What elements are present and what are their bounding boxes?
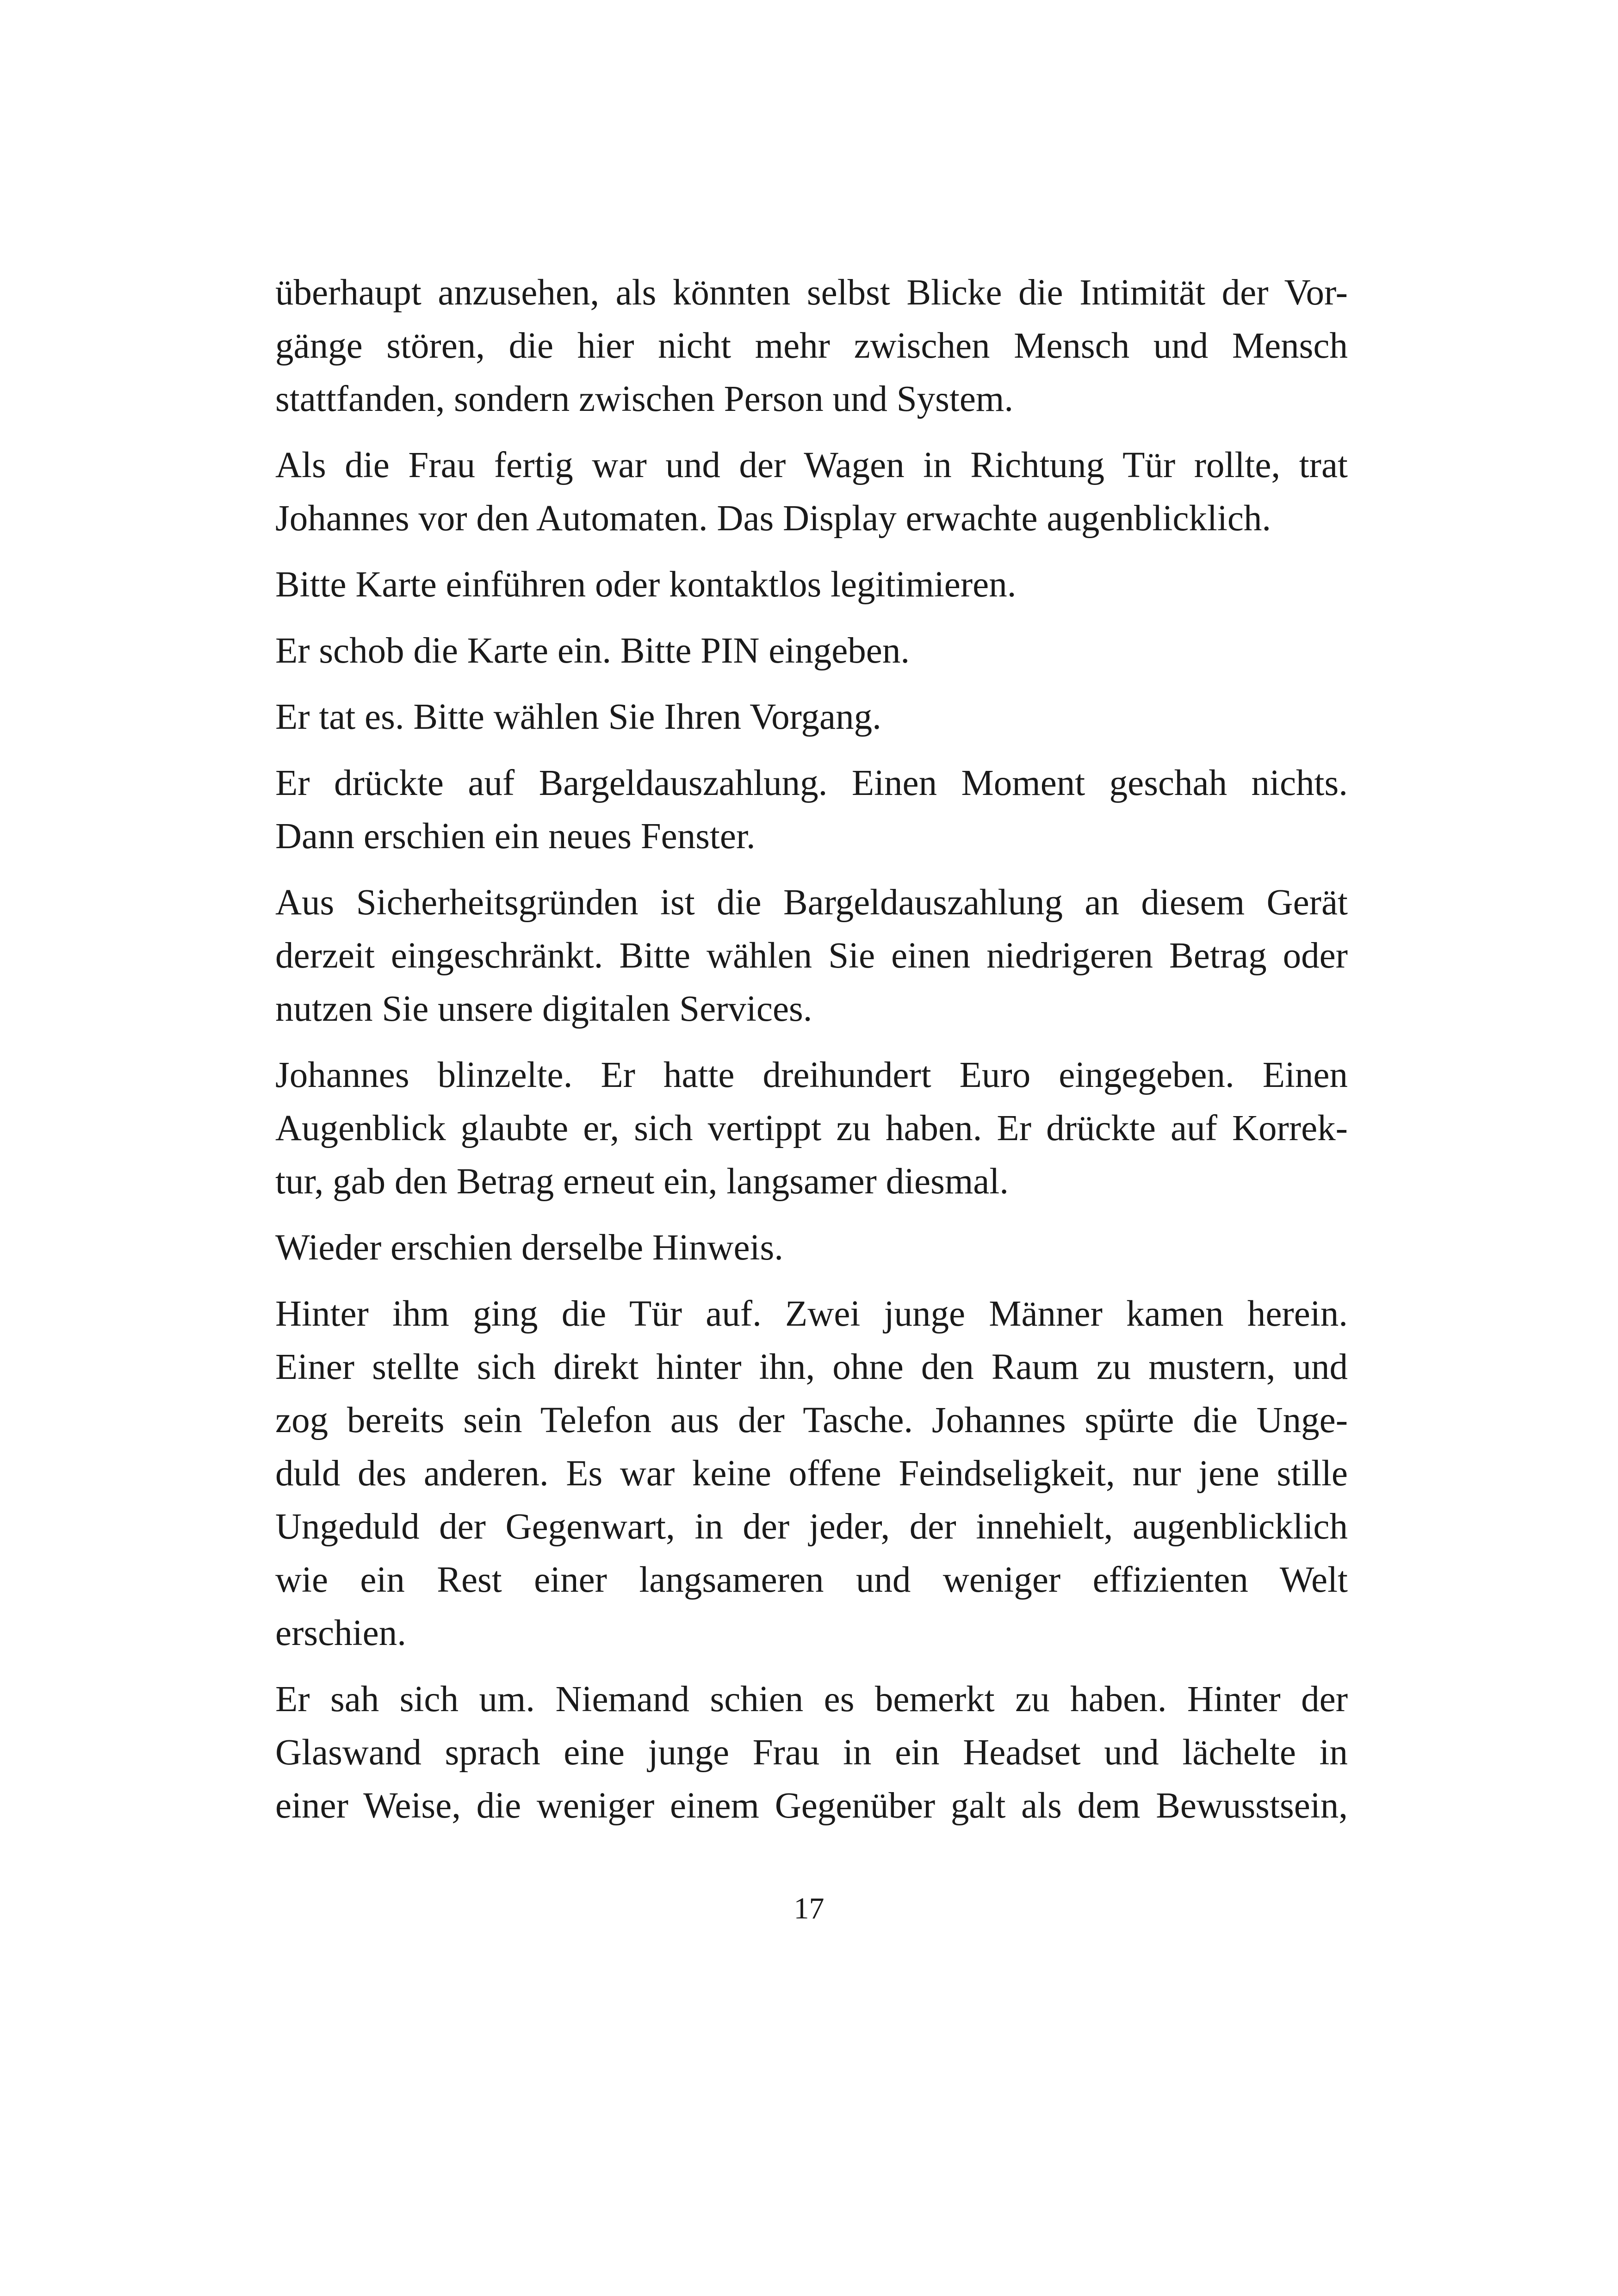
- text-line: Hinter ihm ging die Tür auf. Zwei junge Männer kamen herein.: [275, 1294, 1348, 1334]
- text-line: Bitte Karte einführen oder kontaktlos legitimieren.: [275, 565, 1017, 605]
- paragraph: [275, 439, 1348, 545]
- text-line: Er sah sich um. Niemand schien es bemerkt zu haben. Hinter der: [275, 1679, 1348, 1719]
- text-line: gänge stören, die hier nicht mehr zwischen Mensch und Mensch: [275, 326, 1348, 366]
- text-line: Als die Frau fertig war und der Wagen in Richtung Tür rollte, trat: [275, 445, 1348, 485]
- paragraph: [275, 266, 1348, 426]
- body-text: [275, 266, 1348, 1845]
- paragraph: [275, 1221, 1348, 1274]
- text-line: duld des anderen. Es war keine offene Feindseligkeit, nur jene stille: [275, 1453, 1348, 1494]
- text-line: Aus Sicherheitsgründen ist die Bargeldauszahlung an diesem Gerät: [275, 882, 1348, 923]
- text-line: derzeit eingeschränkt. Bitte wählen Sie einen niedrigeren Betrag oder: [275, 936, 1348, 976]
- paragraph: [275, 1673, 1348, 1832]
- text-line: einer Weise, die weniger einem Gegenüber galt als dem Bewusstsein,: [275, 1786, 1348, 1826]
- text-line: überhaupt anzusehen, als könnten selbst Blicke die Intimität der Vor-: [275, 273, 1348, 313]
- text-line: Glaswand sprach eine junge Frau in ein Headset und lächelte in: [275, 1732, 1348, 1773]
- paragraph: [275, 1287, 1348, 1660]
- text-line: Wieder erschien derselbe Hinweis.: [275, 1228, 783, 1268]
- text-line: wie ein Rest einer langsameren und weniger effizienten Welt: [275, 1560, 1348, 1600]
- text-line: Er drückte auf Bargeldauszahlung. Einen Moment geschah nichts.: [275, 763, 1348, 803]
- text-line: Dann erschien ein neues Fenster.: [275, 816, 756, 856]
- text-line: nutzen Sie unsere digitalen Services.: [275, 989, 812, 1029]
- text-line: Einer stellte sich direkt hinter ihn, ohne den Raum zu mustern, und: [275, 1347, 1348, 1387]
- text-line: tur, gab den Betrag erneut ein, langsamer diesmal.: [275, 1161, 1009, 1202]
- paragraph: [275, 624, 1348, 677]
- paragraph: [275, 558, 1348, 611]
- text-line: Johannes blinzelte. Er hatte dreihundert Euro eingegeben. Einen: [275, 1055, 1348, 1095]
- text-line: erschien.: [275, 1613, 406, 1653]
- text-line: zog bereits sein Telefon aus der Tasche. Johannes spürte die Unge-: [275, 1400, 1348, 1440]
- paragraph: [275, 876, 1348, 1036]
- text-line: stattfanden, sondern zwischen Person und System.: [275, 379, 1014, 419]
- paragraph: [275, 690, 1348, 744]
- text-line: Er schob die Karte ein. Bitte PIN eingeben.: [275, 631, 910, 671]
- page-number: 17: [794, 1892, 824, 1925]
- paragraph: [275, 757, 1348, 863]
- text-line: Augenblick glaubte er, sich vertippt zu haben. Er drückte auf Korrek-: [275, 1108, 1348, 1148]
- text-line: Ungeduld der Gegenwart, in der jeder, der innehielt, augenblicklich: [275, 1507, 1348, 1547]
- text-line: Johannes vor den Automaten. Das Display erwachte augenblicklich.: [275, 498, 1271, 539]
- paragraph: [275, 1049, 1348, 1208]
- text-line: Er tat es. Bitte wählen Sie Ihren Vorgang.: [275, 697, 881, 737]
